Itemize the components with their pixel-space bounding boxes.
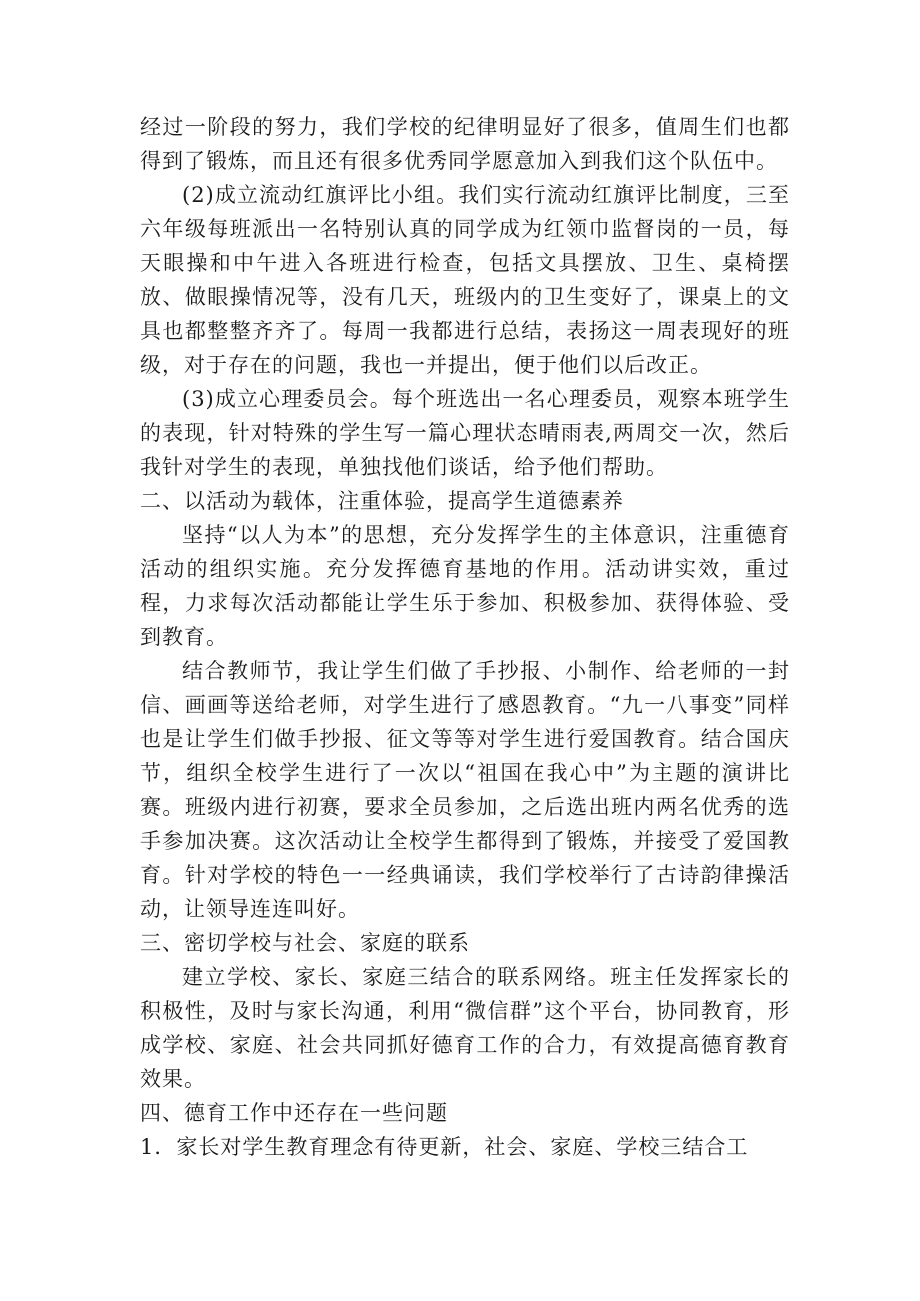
paragraph-teachers-day: 结合教师节，我让学生们做了手抄报、小制作、给老师的一封信、画画等送给老师，对学生进行了感恩教育。“九一八事变”同样也是让学生们做手抄报、征文等等对学生进行爱国教育。结合国庆节，组织全校学生进行了一次以“祖国在我心中”为主题的演讲比赛。班级内进行初赛，要求全员参加，之后选出班内两名优秀的选手参加决赛。这次活动让全校学生都得到了锻炼，并接受了爱国教育。针对学校的特色一一经典诵读，我们学校举行了古诗韵律操活动，让领导连连叫好。 <box>140 659 790 921</box>
document-body <box>140 110 790 1164</box>
section-heading-school-society-family: 三、密切学校与社会、家庭的联系 <box>140 931 470 955</box>
paragraph-problem-1: 1．家长对学生教育理念有待更新，社会、家庭、学校三结合工 <box>140 1135 749 1159</box>
paragraph-people-oriented: 坚持“以人为本”的思想，充分发挥学生的主体意识，注重德育活动的组织实施。充分发挥德育基地的作用。活动讲实效，重过程，力求每次活动都能让学生乐于参加、积极参加、获得体验、受到教育。 <box>140 523 790 649</box>
paragraph-psychology-committee: (3)成立心理委员会。每个班选出一名心理委员，观察本班学生的表现，针对特殊的学生写一篇心理状态晴雨表,两周交一次，然后我针对学生的表现，单独找他们谈话，给予他们帮助。 <box>140 387 790 479</box>
section-heading-activities: 二、以活动为载体，注重体验，提高学生道德素养 <box>140 489 624 513</box>
paragraph-red-flag-group: (2)成立流动红旗评比小组。我们实行流动红旗评比制度，三至六年级每班派出一名特别认真的同学成为红领巾监督岗的一员，每天眼操和中午进入各班进行检查，包括文具摆放、卫生、桌椅摆放、做眼操情况等，没有几天，班级内的卫生变好了，课桌上的文具也都整整齐齐了。每周一我都进行总结，表扬这一周表现好的班级，对于存在的问题，我也一并提出，便于他们以后改正。 <box>140 183 790 377</box>
paragraph-contact-network: 建立学校、家长、家庭三结合的联系网络。班主任发挥家长的积极性，及时与家长沟通，利用“微信群”这个平台，协同教育，形成学校、家庭、社会共同抓好德育工作的合力，有效提高德育教育效果。 <box>140 965 790 1091</box>
section-heading-problems: 四、德育工作中还存在一些问题 <box>140 1101 448 1125</box>
paragraph-discipline-result: 经过一阶段的努力，我们学校的纪律明显好了很多，值周生们也都得到了锻炼，而且还有很多优秀同学愿意加入到我们这个队伍中。 <box>140 115 790 173</box>
